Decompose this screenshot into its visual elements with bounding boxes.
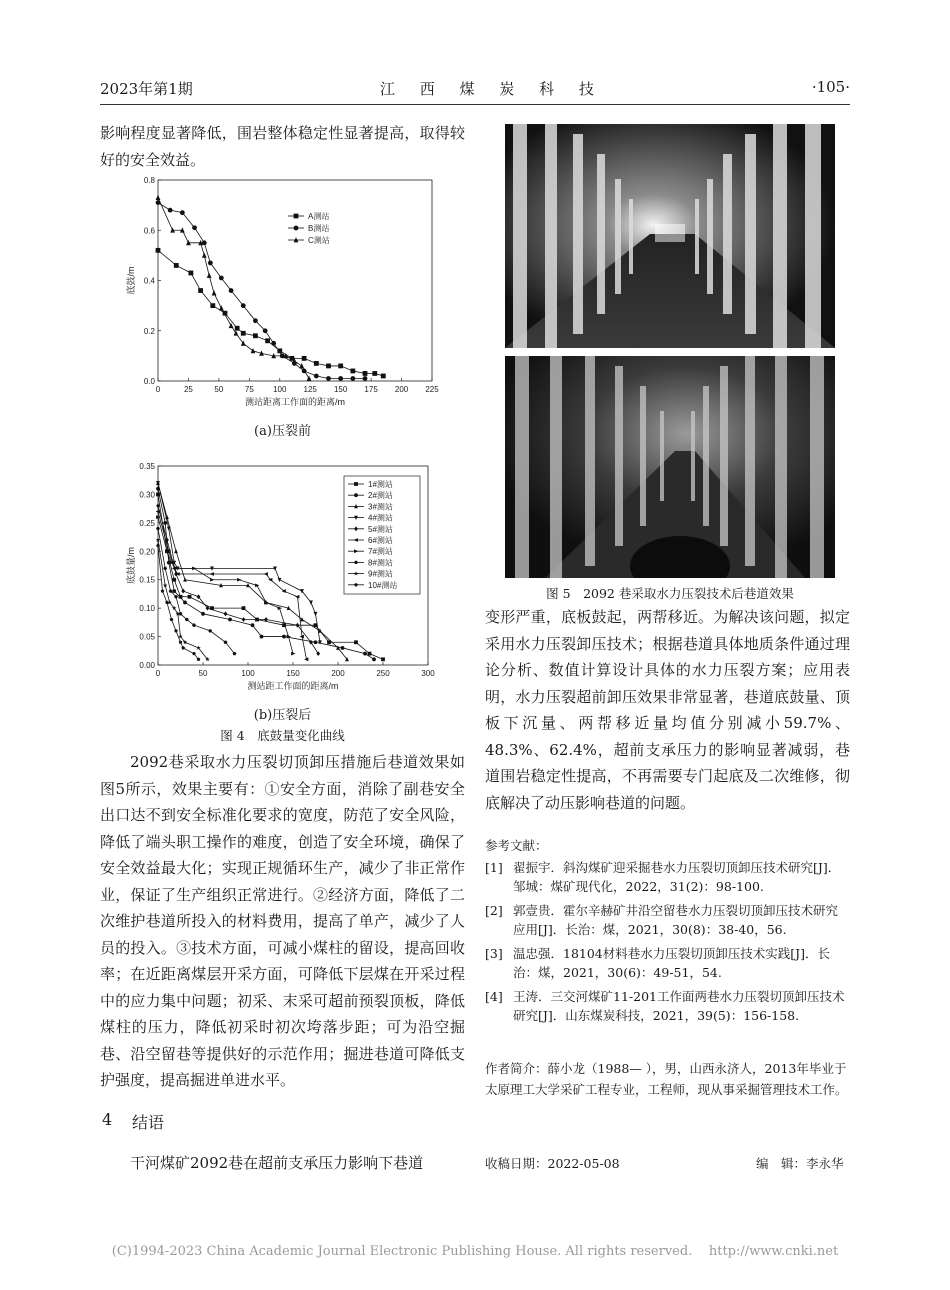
data-point <box>179 640 183 643</box>
x-tick-label: 150 <box>286 669 300 678</box>
x-tick-label: 225 <box>425 385 439 394</box>
data-point <box>253 318 258 323</box>
data-point <box>241 331 246 336</box>
x-tick-label: 50 <box>214 385 224 394</box>
x-tick-label: 50 <box>198 669 208 678</box>
data-point <box>174 629 178 632</box>
data-point <box>263 328 268 333</box>
legend-label: 7#测站 <box>368 547 393 557</box>
data-point <box>172 578 176 582</box>
plot-frame <box>158 180 432 381</box>
issue-label: 2023年第1期 <box>100 80 193 98</box>
series-4#测站 <box>156 481 322 645</box>
data-point <box>372 657 376 661</box>
data-point <box>271 341 276 346</box>
legend-label: 2#测站 <box>368 491 393 501</box>
data-point <box>309 601 313 605</box>
data-point <box>338 376 343 381</box>
page-number: ·105· <box>811 78 850 96</box>
tunnel-photo-top <box>505 124 835 348</box>
y-tick-label: 0.8 <box>143 176 155 185</box>
legend-label: 4#测站 <box>368 513 393 523</box>
x-tick-label: 200 <box>331 669 345 678</box>
legend-marker <box>294 226 299 231</box>
series-8#测站 <box>156 527 236 655</box>
data-point <box>372 371 377 376</box>
data-point <box>300 617 304 621</box>
series-line <box>158 198 309 379</box>
data-point <box>174 263 179 268</box>
data-point <box>174 549 178 553</box>
series-3#测站 <box>156 481 349 662</box>
data-point <box>291 652 295 656</box>
legend-marker <box>354 493 358 497</box>
data-point <box>241 303 246 308</box>
data-point <box>354 640 358 644</box>
fig-b-caption: (b)压裂后 <box>253 708 312 723</box>
effect-paragraph: 2092巷采取水力压裂切顶卸压措施后巷道效果如图5所示，效果主要有：①安全方面，消除了副巷安全出口达不到安全标准化要求的宽度，防范了安全风险，降低了端头职工操作的难度，创造了安全环境，确保了安全效益最大化；实现正规循环生产，减少了非正常作业，保证了生产组织正常进行。②经济方面，降低了二次维护巷道所投入的材料费用，提高了单产，减少了人员的投入。③技术方面，可减小煤柱的留设，提高回收率；在近距离煤层开采方面，可降低下层煤在开采过程中的应力集中问题；初采、末采可超前预裂顶板，降低煤柱的压力，降低初采时初次垮落步距；可为沿空掘巷、沿空留巷等提供好的示范作用；掘进巷道可降低支护强度，提高掘进单进水平。 <box>100 753 465 1089</box>
data-point <box>201 612 205 616</box>
data-point <box>251 623 255 627</box>
data-point <box>210 303 215 308</box>
data-point <box>318 640 322 644</box>
data-point <box>156 248 161 253</box>
section-number: 4 <box>102 1110 113 1129</box>
data-point <box>202 252 207 257</box>
data-point <box>210 572 214 576</box>
y-tick-label: 0.05 <box>139 632 155 642</box>
data-point <box>161 589 165 592</box>
legend-label: C测站 <box>308 236 330 245</box>
data-point <box>268 578 272 582</box>
y-tick-label: 0.35 <box>139 462 155 471</box>
data-point <box>235 326 240 331</box>
chart-a-before-fracturing <box>118 172 448 420</box>
chart-legend <box>344 476 420 594</box>
data-point <box>338 364 343 369</box>
data-point <box>363 371 368 376</box>
conclusion-paragraph-start: 干河煤矿2092巷在超前支承压力影响下巷道 <box>130 1154 424 1172</box>
x-tick-label: 125 <box>303 385 317 394</box>
data-point <box>188 595 192 599</box>
legend-label: 3#测站 <box>368 502 393 512</box>
legend-label: 9#测站 <box>368 569 393 579</box>
data-point <box>242 606 246 610</box>
data-point <box>341 646 345 650</box>
y-tick-label: 0.10 <box>139 604 155 614</box>
data-point <box>381 374 386 379</box>
series-A测站 <box>156 248 386 378</box>
data-point <box>208 261 213 266</box>
x-tick-label: 150 <box>333 385 348 394</box>
y-tick-label: 0.15 <box>139 575 155 585</box>
data-point <box>251 348 256 353</box>
references-title: 参考文献： <box>485 838 548 853</box>
data-point <box>165 601 169 604</box>
x-tick-label: 100 <box>241 669 255 678</box>
x-axis-label: 测站距离工作面的距离/m <box>245 397 345 407</box>
data-point <box>224 611 228 616</box>
y-axis-label: 底鼓量/m <box>126 547 136 584</box>
data-point <box>237 578 241 582</box>
author-bio: 作者简介：薛小龙（1988— ），男，山西永济人，2013年毕业于太原理工大学采矿工程专业，工程师，现从事采掘管理技术工作。 <box>485 1061 848 1097</box>
data-point <box>163 567 167 570</box>
legend-marker <box>294 214 299 219</box>
journal-name: 江 西 煤 炭 科 技 <box>380 80 604 98</box>
data-point <box>253 333 258 338</box>
reference-item: [2] 郭壹贵．霍尔辛赫矿井沿空留巷水力压裂切顶卸压技术研究应用[J]．长治：煤，2021，30(8)：38-40，56. <box>485 903 839 937</box>
reference-item: [4] 王涛．三交河煤矿11-201工作面两巷水力压裂切顶卸压技术研究[J]．山东煤炭科技，2021，39(5)：156-158. <box>485 989 845 1023</box>
series-9#测站 <box>156 538 210 662</box>
data-point <box>260 635 264 639</box>
x-tick-label: 175 <box>364 385 378 394</box>
data-point <box>302 356 307 361</box>
data-point <box>198 288 203 293</box>
y-tick-label: 0.0 <box>143 377 155 386</box>
fig-a-caption: (a)压裂前 <box>254 424 311 439</box>
data-point <box>156 544 160 547</box>
data-point <box>219 305 224 310</box>
data-point <box>326 364 331 369</box>
data-point <box>229 288 234 293</box>
data-point <box>168 208 173 213</box>
data-point <box>212 290 217 295</box>
legend-label: 1#测站 <box>368 480 393 489</box>
y-tick-label: 0.2 <box>143 326 155 336</box>
header-rule <box>100 104 850 105</box>
chart-legend <box>288 211 330 245</box>
section-title: 结语 <box>132 1113 165 1132</box>
data-point <box>314 640 318 644</box>
data-point <box>172 589 176 593</box>
data-point <box>180 210 185 215</box>
fig5-caption: 图 5 2092 巷采取水力压裂技术后巷道效果 <box>546 586 794 601</box>
chart-b-after-fracturing <box>112 460 442 700</box>
data-point <box>183 577 187 581</box>
y-tick-label: 0.4 <box>143 276 155 286</box>
received-date: 收稿日期：2022-05-08 <box>485 1156 620 1171</box>
x-tick-label: 300 <box>421 669 435 678</box>
intro-paragraph: 影响程度显著降低，围岩整体稳定性显著提高，取得较好的安全效益。 <box>100 124 465 169</box>
data-point <box>314 612 318 616</box>
data-point <box>188 271 193 276</box>
data-point <box>363 376 368 381</box>
y-tick-label: 0.00 <box>139 661 155 670</box>
fig4-caption: 图 4 底鼓量变化曲线 <box>220 728 345 743</box>
legend-marker <box>354 482 358 486</box>
x-tick-label: 250 <box>376 669 390 678</box>
x-tick-label: 75 <box>244 385 254 394</box>
legend-label: 5#测站 <box>368 524 393 534</box>
legend-label: B测站 <box>308 224 330 233</box>
data-point <box>181 589 185 594</box>
y-tick-label: 0.6 <box>143 226 155 236</box>
data-point <box>210 578 214 582</box>
data-point <box>265 338 270 343</box>
reference-item: [1] 翟振宇．斜沟煤矿迎采掘巷水力压裂切顶卸压技术研究[J]．邹城：煤矿现代化，2022，31(2)：98-100. <box>485 860 841 894</box>
data-point <box>219 276 224 281</box>
data-point <box>264 572 268 576</box>
data-point <box>314 361 319 366</box>
data-point <box>350 369 355 374</box>
data-point <box>181 646 185 649</box>
series-10#测站 <box>156 544 200 661</box>
x-tick-label: 200 <box>394 385 409 394</box>
data-point <box>170 618 174 621</box>
data-point <box>156 195 161 200</box>
data-point <box>282 635 286 639</box>
data-point <box>192 652 196 655</box>
y-tick-label: 0.25 <box>139 518 155 528</box>
data-point <box>196 646 201 650</box>
x-tick-label: 25 <box>183 385 193 394</box>
legend-label: A测站 <box>308 212 330 221</box>
tunnel-photo-bottom <box>505 356 835 578</box>
data-point <box>350 376 355 381</box>
y-tick-label: 0.30 <box>139 490 155 500</box>
series-line <box>158 250 383 376</box>
legend-label: 8#测站 <box>368 558 393 568</box>
data-point <box>299 363 304 368</box>
legend-label: 10#测站 <box>368 580 398 590</box>
data-point <box>163 521 167 525</box>
data-point <box>183 601 187 605</box>
x-tick-label: 100 <box>273 385 287 394</box>
x-tick-label: 0 <box>155 669 161 678</box>
copyright-footer: (C)1994-2023 China Academic Journal Electronic Publishing House. All rights reserved. http://www.cnki.net <box>111 1244 839 1259</box>
data-point <box>228 618 232 622</box>
reference-item: [3] 温忠强．18104材料巷水力压裂切顶卸压技术实践[J]．长治：煤，2021，30(6)：49-51，54. <box>485 946 831 980</box>
x-axis-label: 测站距工作面的距离/m <box>247 681 339 691</box>
data-point <box>229 323 234 328</box>
series-C测站 <box>156 195 312 381</box>
data-point <box>192 225 197 230</box>
references-list <box>485 858 850 1025</box>
data-point <box>363 652 367 656</box>
y-tick-label: 0.20 <box>139 547 155 557</box>
data-point <box>156 527 160 530</box>
y-axis-label: 底鼓/m <box>126 266 136 295</box>
conclusion-paragraph-cont: 变形严重，底板鼓起，两帮移近。为解决该问题，拟定采用水力压裂卸压技术；根据巷道具体地质条件通过理论分析、数值计算设计具体的水力压裂方案；应用表明，水力压裂超前卸压效果非常显著，巷道底鼓量、顶板下沉量、两帮移近量均值分别减小59.7%、48.3%、62.4%，超前支承压力的影响显著减弱，巷道围岩稳定性提高，不再需要专门起底及二次维修，彻底解决了动压影响巷道的问题。 <box>485 608 850 812</box>
data-point <box>326 376 331 381</box>
data-point <box>381 657 385 661</box>
data-point <box>242 617 246 622</box>
editor-name: 编 辑：李永华 <box>756 1156 844 1171</box>
legend-label: 6#测站 <box>368 536 393 545</box>
data-point <box>207 273 212 278</box>
data-point <box>314 374 319 379</box>
data-point <box>368 652 372 656</box>
x-tick-label: 0 <box>155 385 161 394</box>
